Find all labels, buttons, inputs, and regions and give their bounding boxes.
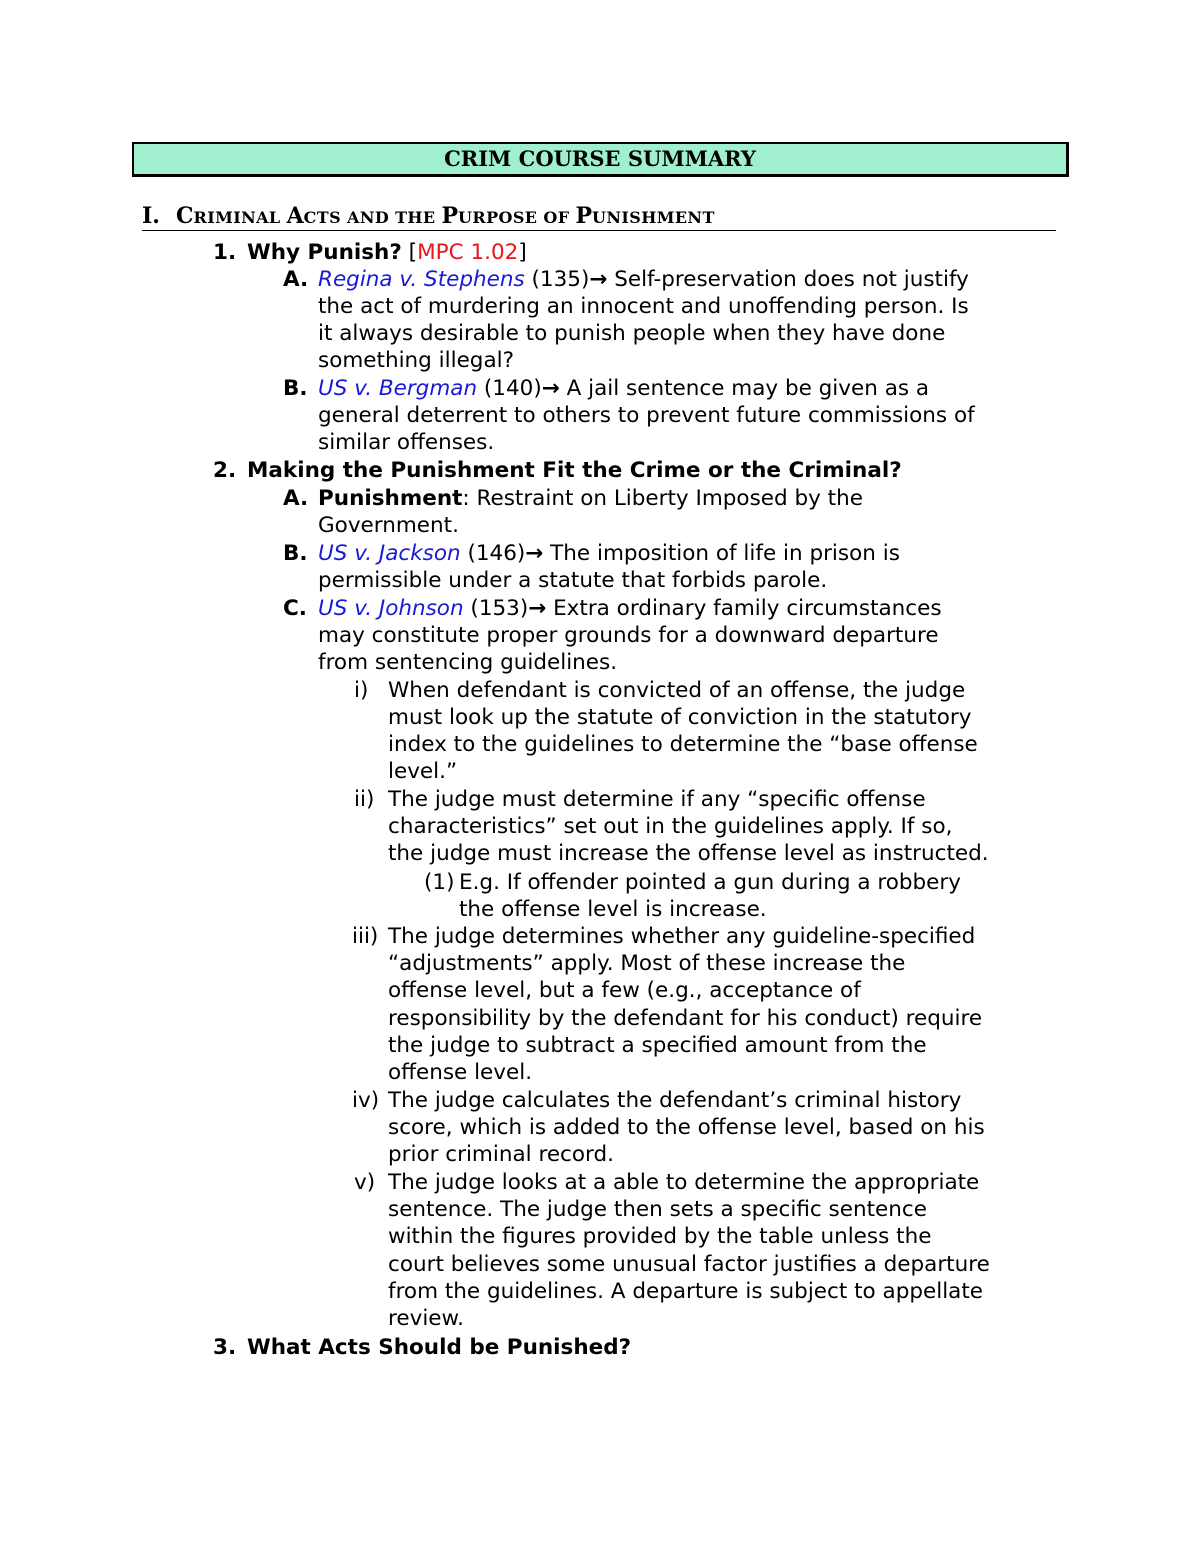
text-line: within the figures provided by the table unless the xyxy=(388,1224,932,1249)
text-line: offense level. xyxy=(388,1060,533,1085)
text-line: review. xyxy=(388,1306,464,1331)
document-title: CRIM COURSE SUMMARY xyxy=(132,142,1069,177)
text-line: the judge to subtract a specified amount from the xyxy=(388,1033,927,1058)
text-line: responsibility by the defendant for his conduct) require xyxy=(388,1006,983,1031)
arrow-icon: → xyxy=(589,267,608,292)
text-line: level.” xyxy=(388,759,458,784)
text-line: permissible under a statute that forbids parole. xyxy=(318,568,828,593)
item-number: 2. xyxy=(213,458,237,483)
sub-item-letter: B. xyxy=(283,541,308,566)
text-line: “adjustments” apply. Most of these increase the xyxy=(388,951,906,976)
text-line: The judge must determine if any “specific offense xyxy=(388,787,926,812)
text-line: score, which is added to the offense level, based on his xyxy=(388,1115,985,1140)
text-line: prior criminal record. xyxy=(388,1142,614,1167)
text-line: The judge calculates the defendant’s criminal history xyxy=(388,1088,962,1113)
text-line: the offense level is increase. xyxy=(459,897,767,922)
section-heading xyxy=(142,202,1056,231)
defined-term: Punishment xyxy=(318,486,463,511)
text-line: general deterrent to others to prevent future commissions of xyxy=(318,403,975,428)
sub-number: (1) xyxy=(424,870,455,895)
sub-item-letter: C. xyxy=(283,596,307,621)
case-line xyxy=(318,595,942,622)
heading-smallcaps: CTS AND THE xyxy=(303,208,442,227)
case-page: (140) xyxy=(477,376,542,401)
roman-numeral: v) xyxy=(354,1170,376,1195)
holding-text: The imposition of life in prison is xyxy=(543,541,900,566)
item-number: 3. xyxy=(213,1335,237,1360)
case-line xyxy=(318,375,929,402)
case-name: US v. Jackson xyxy=(318,541,461,566)
definition-text: : Restraint on Liberty Imposed by the xyxy=(462,486,863,511)
case-line xyxy=(318,266,969,293)
text-line: The judge looks at a able to determine the appropriate xyxy=(388,1170,980,1195)
text-line: the act of murdering an innocent and unoffending person. Is xyxy=(318,294,969,319)
case-name: US v. Bergman xyxy=(318,376,478,401)
text-line: Government. xyxy=(318,513,459,538)
arrow-icon: → xyxy=(525,541,544,566)
text-line: When defendant is convicted of an offense, the judge xyxy=(388,678,966,703)
heading-smallcaps: URPOSE OF xyxy=(458,208,576,227)
item-title: Why Punish? xyxy=(247,240,402,265)
holding-text: A jail sentence may be given as a xyxy=(559,376,930,401)
text-line: sentence. The judge then sets a specific sentence xyxy=(388,1197,927,1222)
sub-item-letter: A. xyxy=(283,267,309,292)
sub-item-letter: A. xyxy=(283,486,309,511)
case-name: US v. Johnson xyxy=(318,596,464,621)
text-line: similar offenses. xyxy=(318,430,495,455)
arrow-icon: → xyxy=(528,596,547,621)
arrow-icon: → xyxy=(541,376,560,401)
heading-smallcaps: RIMINAL xyxy=(193,208,287,227)
item-number: 1. xyxy=(213,240,237,265)
heading-cap: A xyxy=(286,203,304,229)
holding-text: Extra ordinary family circumstances xyxy=(546,596,942,621)
sub-item-letter: B. xyxy=(283,376,308,401)
text-line: it always desirable to punish people when they have done xyxy=(318,321,946,346)
text-line: may constitute proper grounds for a downward departure xyxy=(318,623,939,648)
text-line: E.g. If offender pointed a gun during a robbery xyxy=(459,870,961,895)
text-line: index to the guidelines to determine the “base offense xyxy=(388,732,978,757)
text-line: offense level, but a few (e.g., acceptance of xyxy=(388,978,861,1003)
heading-cap: C xyxy=(176,203,194,229)
case-page: (153) xyxy=(463,596,529,621)
roman-numeral: iii) xyxy=(352,924,379,949)
statute-reference: MPC 1.02 xyxy=(417,240,519,265)
heading-cap: P xyxy=(575,203,592,229)
case-line xyxy=(318,540,900,567)
text-line: court believes some unusual factor justifies a departure xyxy=(388,1252,990,1277)
item-title-line xyxy=(247,239,527,266)
text-line: the judge must increase the offense level as instructed. xyxy=(388,841,989,866)
roman-numeral: ii) xyxy=(354,787,375,812)
item-title: What Acts Should be Punished? xyxy=(247,1335,632,1360)
text-line: from the guidelines. A departure is subject to appellate xyxy=(388,1279,984,1304)
holding-text: Self-preservation does not justify xyxy=(607,267,969,292)
text-line: characteristics” set out in the guidelines apply. If so, xyxy=(388,814,953,839)
heading-smallcaps: UNISHMENT xyxy=(591,208,715,227)
text-line: something illegal? xyxy=(318,348,515,373)
text-line: must look up the statute of conviction in the statutory xyxy=(388,705,972,730)
case-page: (146) xyxy=(460,541,526,566)
section-number: I. xyxy=(142,203,160,229)
text-line: from sentencing guidelines. xyxy=(318,650,618,675)
heading-cap: P xyxy=(441,203,459,229)
case-name: Regina v. Stephens xyxy=(318,267,525,292)
case-page: (135) xyxy=(524,267,590,292)
bracket: [ xyxy=(401,240,418,265)
item-title: Making the Punishment Fit the Crime or the Criminal? xyxy=(247,458,902,483)
roman-numeral: i) xyxy=(354,678,369,703)
definition-line xyxy=(318,485,863,512)
bracket: ] xyxy=(518,240,527,265)
roman-numeral: iv) xyxy=(352,1088,380,1113)
text-line: The judge determines whether any guideline-specified xyxy=(388,924,976,949)
